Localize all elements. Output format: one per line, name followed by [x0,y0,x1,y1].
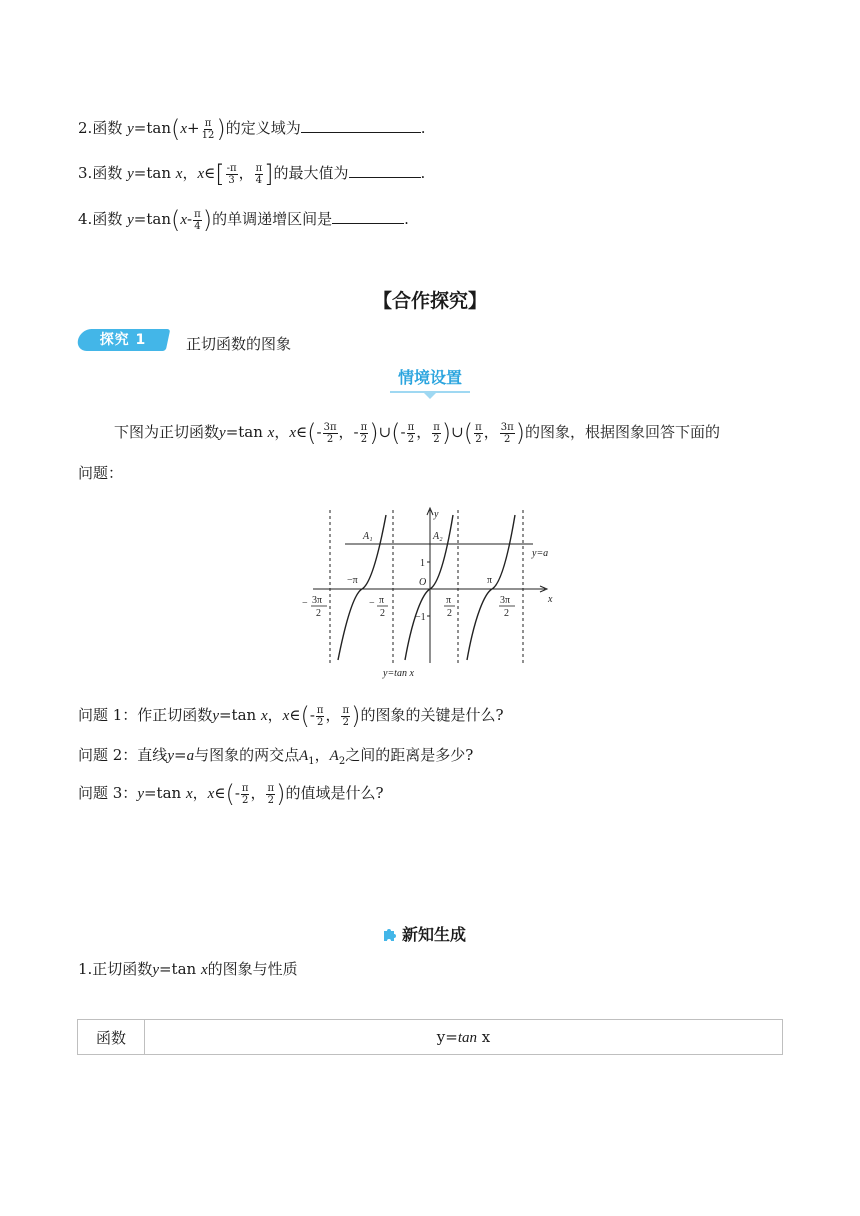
tick-pi-2-num: π [446,595,452,606]
label-A2: A₂ [433,531,443,542]
question-4: 4.函数 y=tan(x- $\frac{\pi}{4}$ )的单调递增区间是 . [78,206,409,234]
question-2: 2.函数 y=tan(x+ $\frac{\pi}{12}$ )的定义域为 . [78,115,426,143]
label-origin: O [419,577,427,588]
answer-blank [349,161,421,178]
knowledge-heading: 新知生成 [382,924,466,946]
label-neg1: −1 [415,612,426,623]
svg-text:2: 2 [380,608,385,619]
fraction-pi-4: $\frac{\pi}{4}$ [194,208,201,232]
label-1: 1 [420,558,425,569]
tick-neg-pi-2-num: π [379,595,385,606]
graph-caption: y=tan x [383,668,414,679]
question-2-distance: 问题 2：直线y=a与图象的两交点$A_1$，$A_2$之间的距离是多少? [78,746,474,767]
scenario-pointer [424,393,436,399]
explore-badge: 探究 1 [76,329,171,351]
label-pi: π [487,575,493,586]
table-row [78,1020,783,1055]
tangent-graph [295,505,565,680]
answer-blank [301,116,421,133]
fraction-neg-pi-3: $\frac{-\pi}{3}$ [226,162,237,186]
label-y-eq-a: y=a [532,548,549,559]
answer-blank [332,207,404,224]
tick-neg-3pi-2-num: 3π [312,595,323,606]
svg-text:−: − [369,598,375,609]
question-1: 问题 1：作正切函数y=tan x，x∈(- $\frac{\pi}{2}$ ， $\frac{\pi}{2}$ )的图象的关键是什么? [78,702,504,730]
svg-text:2: 2 [447,608,452,619]
question-3: 3.函数 y=tan x，x∈[ $\frac{-\pi}{3}$ ， $\frac{\pi}{4}$ ]的最大值为 . [78,160,426,188]
tangent-branch-center [405,515,453,660]
label-x: x [548,594,553,605]
scenario-heading: 情境设置 [390,365,470,393]
tangent-branch-left [338,515,386,660]
svg-text:−: − [302,598,308,609]
tangent-branch-right [467,515,515,660]
label-y: y [434,509,439,520]
tick-3pi-2-num: 3π [500,595,511,606]
item-1: 1.正切函数y=tan x的图象与性质 [78,960,298,978]
intro-paragraph: 下图为正切函数y=tan x，x∈(- $\frac{3\pi}{2}$ ，- $\frac{\pi}{2}$ )∪(- $\frac{\pi}{2}$ ， $\frac{\pi}{2}$ )∪( $\frac{\pi}{2}$ ， $\frac{3\pi}{2}$ )的图象，根据图象回答下面的 [114,419,721,447]
fraction-pi-4: $\frac{\pi}{4}$ [255,162,263,186]
question-3-range: 问题 3：y=tan x，x∈(- $\frac{\pi}{2}$ ， $\frac{\pi}{2}$ )的值域是什么? [78,780,384,808]
svg-text:2: 2 [316,608,321,619]
fraction-pi-12: $\frac{\pi}{12}$ [201,117,215,141]
intro-paragraph-line2: 问题： [78,464,124,482]
label-A1: A₁ [363,531,373,542]
properties-table [77,1019,783,1055]
explore-title: 正切函数的图象 [186,335,292,353]
puzzle-icon [382,926,398,942]
svg-text:2: 2 [504,608,509,619]
section-title: 【合作探究】 [372,290,487,312]
table-header-formula: y=tan x [145,1020,783,1055]
table-header-function: 函数 [78,1020,145,1055]
label-neg-pi: −π [347,575,358,586]
